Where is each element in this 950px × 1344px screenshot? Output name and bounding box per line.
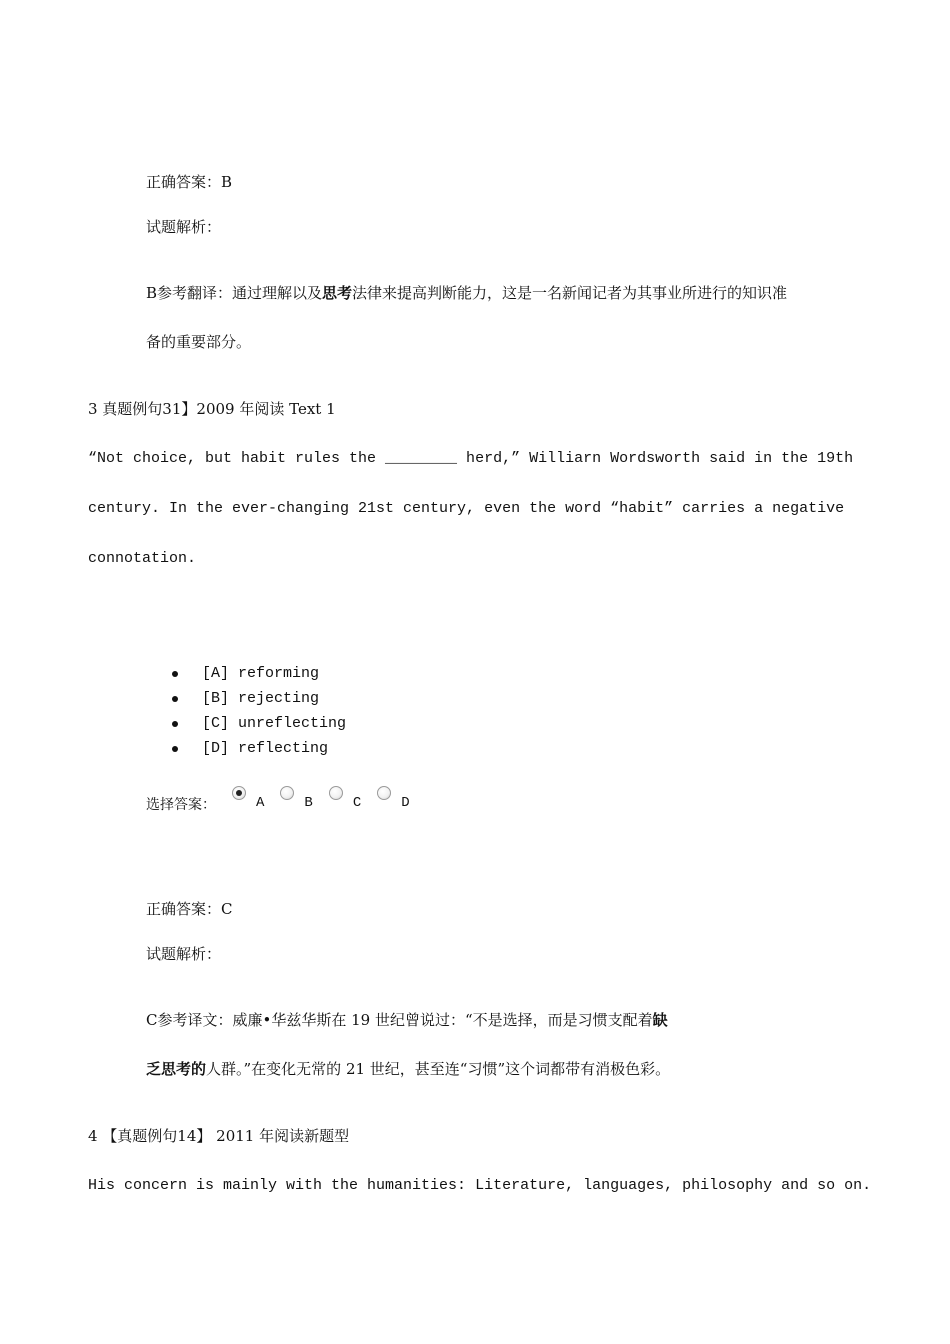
bold-term: 思考	[322, 284, 353, 302]
option-a: [A] reforming	[172, 663, 346, 688]
radio-d-label[interactable]: D	[401, 795, 410, 811]
correct-answer-c: 正确答案：C	[146, 900, 233, 918]
correct-answer-b: 正确答案：B	[146, 173, 233, 191]
bullet-icon	[172, 746, 178, 752]
option-b: [B] rejecting	[172, 688, 346, 713]
question-3-heading: 3 真题例句31】2009 年阅读 Text 1	[88, 400, 336, 418]
radio-group	[232, 786, 426, 811]
option-c: [C] unreflecting	[172, 713, 346, 738]
translation-c-line1: C参考译文：威廉•华兹华斯在 19 世纪曾说过：“不是选择，而是习惯支配着缺	[146, 1011, 668, 1029]
radio-b[interactable]	[280, 786, 294, 800]
question-3-sentence-line2: century. In the ever-changing 21st century, even the word “habit” carries a negative	[88, 500, 845, 517]
translation-b-line2: 备的重要部分。	[146, 333, 252, 351]
radio-a-label[interactable]: A	[256, 795, 265, 811]
bold-term: 乏思考的	[146, 1060, 207, 1078]
question-4-sentence-line1: His concern is mainly with the humanities: Literature, languages, philosophy and so on.	[88, 1177, 872, 1194]
bold-term: 缺	[652, 1011, 668, 1029]
radio-a[interactable]	[232, 786, 246, 800]
analysis-label: 试题解析：	[146, 218, 222, 236]
question-4-heading: 4 【真题例句14】 2011 年阅读新题型	[88, 1127, 350, 1145]
radio-b-label[interactable]: B	[304, 795, 313, 811]
radio-c[interactable]	[329, 786, 343, 800]
answer-selector	[146, 786, 426, 812]
bullet-icon	[172, 671, 178, 677]
analysis-label-2: 试题解析：	[146, 945, 222, 963]
option-list	[172, 663, 346, 763]
bullet-icon	[172, 696, 178, 702]
translation-b-line1: B参考翻译：通过理解以及思考法律来提高判断能力，这是一名新闻记者为其事业所进行的知识准	[146, 284, 788, 302]
question-3-sentence-line3: connotation.	[88, 550, 197, 567]
radio-c-label[interactable]: C	[352, 795, 362, 811]
radio-d[interactable]	[377, 786, 391, 800]
option-d: [D] reflecting	[172, 738, 346, 763]
question-3-sentence-line1: “Not choice, but habit rules the ________ herd,” Williarn Wordsworth said in the 19th	[88, 450, 854, 467]
bullet-icon	[172, 721, 178, 727]
select-answer-label: 选择答案：	[146, 797, 216, 813]
translation-c-line2: 乏思考的人群。”在变化无常的 21 世纪，甚至连“习惯”这个词都带有消极色彩。	[146, 1060, 671, 1078]
